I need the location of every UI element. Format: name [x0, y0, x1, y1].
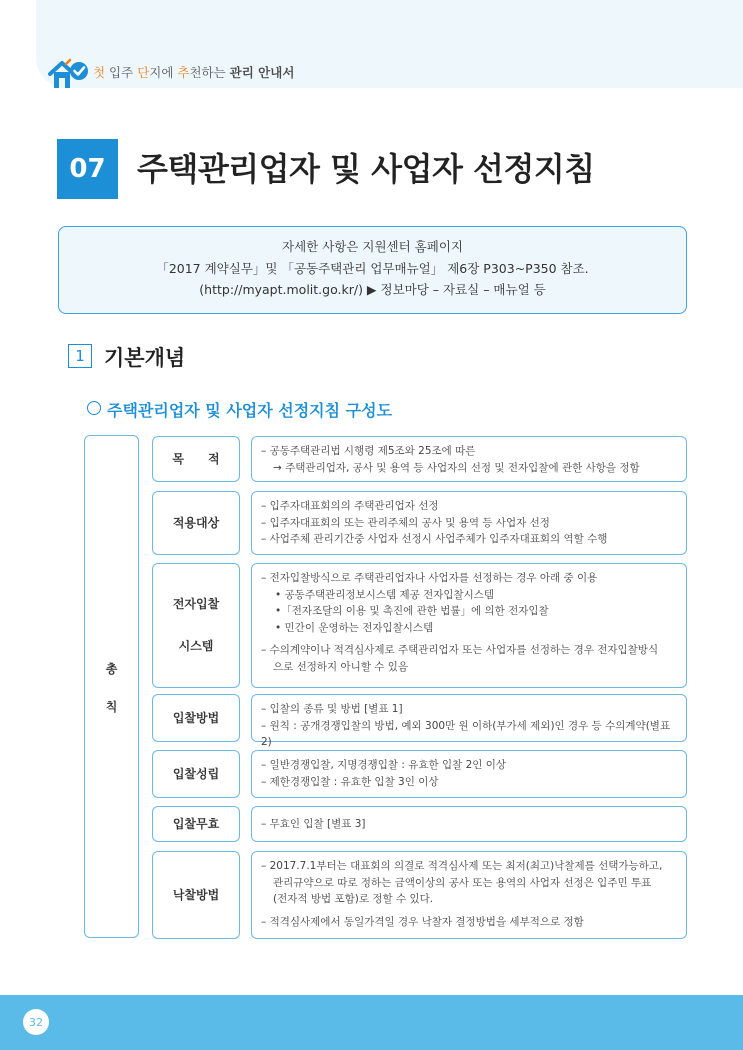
- section-number: 1: [68, 344, 92, 368]
- guide-title-part: 지에: [149, 65, 178, 80]
- content-line: – 수의계약이나 적격심사제로 주택관리업자 또는 사업자를 선정하는 경우 전자입찰방식: [261, 644, 659, 656]
- category-content: [251, 851, 687, 939]
- content-line: → 주택관리업자, 공사 및 용역 등 사업자의 선정 및 전자입찰에 관한 사항을 정함: [273, 461, 640, 474]
- content-line: – 2017.7.1부터는 대표회의 의결로 적격심사제 또는 최저(최고)낙찰제를 선택가능하고,: [261, 860, 663, 872]
- page-number: 32: [23, 1009, 49, 1035]
- category-label-text: 전자입찰: [172, 597, 220, 611]
- category-content: [251, 563, 687, 688]
- guide-title-part: 첫: [93, 65, 106, 80]
- content-line: – 입찰의 종류 및 방법 [별표 1]: [261, 703, 403, 715]
- chapter-title: 주택관리업자 및 사업자 선정지침: [137, 150, 595, 188]
- content-line: – 제한경쟁입찰 : 유효한 입찰 3인 이상: [261, 775, 439, 788]
- category-label-text: 낙찰방법: [172, 887, 220, 902]
- reference-line-3: (http://myapt.molit.go.kr/) ▶ 정보마당 – 자료실 – 매뉴얼 등: [199, 282, 546, 297]
- content-line: – 원칙 : 공개경쟁입찰의 방법, 예외 300만 원 이하(부가세 제외)인 경우 등 수의계약(별표2): [261, 719, 671, 748]
- reference-line-2: 「2017 계약실무」및 「공동주택관리 업무매뉴얼」 제6장 P303~P350 참조.: [156, 260, 589, 276]
- content-line: – 입주자대표회의의 주택관리업자 선정: [261, 500, 439, 512]
- category-content: [251, 806, 687, 842]
- category-label: [152, 563, 240, 688]
- side-label-char: 총: [105, 662, 118, 676]
- category-label-text: 입찰성립: [172, 766, 220, 781]
- category-label-text: 적용대상: [172, 515, 220, 530]
- circle-bullet-icon: [87, 401, 101, 415]
- content-line: – 무효인 입찰 [별표 3]: [261, 818, 366, 830]
- guide-title-part: 천하는: [189, 65, 230, 80]
- category-label-text: 입찰방법: [172, 710, 220, 725]
- category-label-text: 시스템: [178, 639, 214, 653]
- category-content: [251, 436, 687, 482]
- content-line: – 사업주체 관리기간중 사업자 선정시 사업주체가 입주자대표회의 역할 수행: [261, 533, 608, 545]
- footer-band: [0, 995, 743, 1050]
- content-line: – 적격심사제에서 동일가격일 경우 낙찰자 결정방법을 세부적으로 정함: [261, 915, 584, 928]
- category-content: [251, 694, 687, 748]
- content-line: 으로 선정하지 아니할 수 있음: [273, 660, 409, 673]
- reference-box: [58, 226, 687, 314]
- category-label: [152, 491, 240, 555]
- category-content: [251, 750, 687, 798]
- side-label-char: 칙: [105, 700, 118, 714]
- reference-line-1: 자세한 사항은 지원센터 홈페이지: [282, 239, 463, 254]
- section-title: 기본개념: [104, 346, 186, 370]
- guide-title: [93, 63, 294, 81]
- guide-title-bold: 관리 안내서: [229, 65, 295, 80]
- content-line: – 입주자대표회의 또는 관리주체의 공사 및 용역 등 사업자 선정: [261, 516, 550, 529]
- category-label: [152, 436, 240, 482]
- general-provisions-box: [84, 435, 139, 938]
- content-line: • 공동주택관리정보시스템 제공 전자입찰시스템: [275, 588, 495, 601]
- content-line: – 공동주택관리법 시행령 제5조와 25조에 따른: [261, 445, 476, 457]
- subsection-title-text: 주택관리업자 및 사업자 선정지침 구성도: [107, 401, 393, 420]
- content-line: • 민간이 운영하는 전자입찰시스템: [275, 621, 434, 634]
- house-check-icon: [48, 58, 92, 90]
- category-label: [152, 750, 240, 798]
- guide-title-part: 단: [137, 65, 150, 80]
- content-line: •「전자조달의 이용 및 촉진에 관한 법률」에 의한 전자입찰: [275, 605, 549, 617]
- content-line: 관리규약으로 따로 정하는 금액이상의 공사 또는 용역의 사업자 선정은 입주민 투표: [273, 876, 652, 889]
- chapter-number: 07: [57, 139, 118, 199]
- guide-title-part: 추: [177, 65, 190, 80]
- category-label: [152, 694, 240, 742]
- content-line: – 일반경쟁입찰, 지명경쟁입찰 : 유효한 입찰 2인 이상: [261, 759, 507, 771]
- category-label-text: 목 적: [172, 451, 220, 466]
- category-label: [152, 851, 240, 939]
- category-label-text: 입찰무효: [172, 816, 220, 831]
- category-content: [251, 491, 687, 555]
- guide-title-part: 입주: [105, 65, 138, 80]
- subsection-title: [87, 398, 392, 421]
- content-line: (전자적 방법 포함)로 정할 수 있다.: [273, 893, 434, 905]
- content-line: – 전자입찰방식으로 주택관리업자나 사업자를 선정하는 경우 아래 중 이용: [261, 572, 598, 584]
- category-label: [152, 806, 240, 842]
